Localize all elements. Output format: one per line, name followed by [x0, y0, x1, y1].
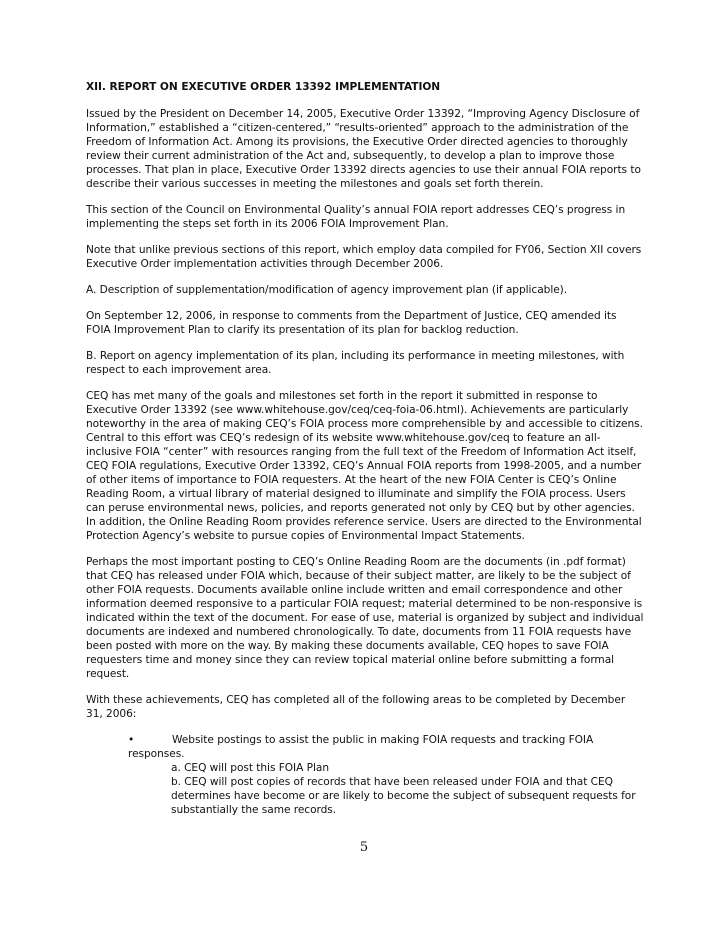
sub-item-a: a. CEQ will post this FOIA Plan: [171, 762, 329, 774]
bullet-list: [128, 733, 644, 817]
sub-item-b: b. CEQ will post copies of records that have been released under FOIA and that CEQ determines have become or are likely to become the subject of subsequent requests for substantially the same records.: [171, 776, 636, 816]
paragraph-amendment: On September 12, 2006, in response to comments from the Department of Justice, CEQ amended its FOIA Improvement Plan to clarify its presentation of its plan for backlog reduction.: [86, 310, 617, 336]
bullet-marker: •: [128, 734, 135, 746]
paragraph-intro: Issued by the President on December 14, 2005, Executive Order 13392, “Improving Agency Disclosure of Information,” established a “citizen-centered,” “results-oriented” approach to the administration of the Freedom of Information Act. Among its provisions, the Executive Order directed agencies to thoroughly review their current administration of the Act and, subsequently, to develop a plan to improve those processes. That plan in place, Executive Order 13392 directs agencies to use their annual FOIA reports to describe their various successes in meeting the milestones and goals set forth therein.: [86, 108, 641, 190]
paragraph-achievements: CEQ has met many of the goals and milestones set forth in the report it submitted in response to Executive Order 13392 (see www.whitehouse.gov/ceq/ceq-foia-06.html). Achievements are particularly noteworthy in the area of making CEQ’s FOIA process more comprehensible by and accessible to citizens. Central to this effort was CEQ’s redesign of its website www.whitehouse.gov/ceq to feature an all-inclusive FOIA “center” with resources ranging from the full text of the Freedom of Information Act itself, CEQ FOIA regulations, Executive Order 13392, CEQ’s Annual FOIA reports from 1998-2005, and a number of other items of importance to FOIA requesters. At the heart of the new FOIA Center is CEQ’s Online Reading Room, a virtual library of material designed to illuminate and simplify the FOIA process. Users can peruse environmental news, policies, and reports generated not only by CEQ but by other agencies. In addition, the Online Reading Room provides reference service. Users are directed to the Environmental Protection Agency’s website to pursue copies of Environmental Impact Statements.: [86, 390, 643, 542]
section-heading: XII. REPORT ON EXECUTIVE ORDER 13392 IMPLEMENTATION: [86, 81, 441, 93]
paragraph-note: Note that unlike previous sections of this report, which employ data compiled for FY06, Section XII covers Executive Order implementation activities through December 2006.: [86, 244, 642, 270]
bullet-text-continued: responses.: [128, 748, 185, 760]
bullet-text: Website postings to assist the public in making FOIA requests and tracking FOIA: [172, 734, 594, 746]
paragraph-completed-areas: With these achievements, CEQ has completed all of the following areas to be completed by December 31, 2006:: [86, 694, 626, 720]
document-body: [86, 80, 644, 817]
page-number: 5: [359, 840, 369, 855]
paragraph-section-scope: This section of the Council on Environmental Quality’s annual FOIA report addresses CEQ’s progress in implementing the steps set forth in its 2006 FOIA Improvement Plan.: [86, 204, 626, 230]
bullet-item: [128, 733, 644, 747]
subsection-b-heading: B. Report on agency implementation of its plan, including its performance in meeting milestones, with respect to each improvement area.: [86, 350, 625, 376]
paragraph-reading-room: Perhaps the most important posting to CEQ’s Online Reading Room are the documents (in .pdf format) that CEQ has released under FOIA which, because of their subject matter, are likely to be the subject of other FOIA requests. Documents available online include written and email correspondence and other information deemed responsive to a particular FOIA request; material determined to be non-responsive is indicated within the text of the document. For ease of use, material is organized by subject and individual documents are indexed and numbered chronologically. To date, documents from 11 FOIA requests have been posted with more on the way. By making these documents available, CEQ hopes to save FOIA requesters time and money since they can review topical material online before submitting a formal request.: [86, 556, 644, 680]
subsection-a-heading: A. Description of supplementation/modification of agency improvement plan (if applicable).: [86, 284, 568, 296]
